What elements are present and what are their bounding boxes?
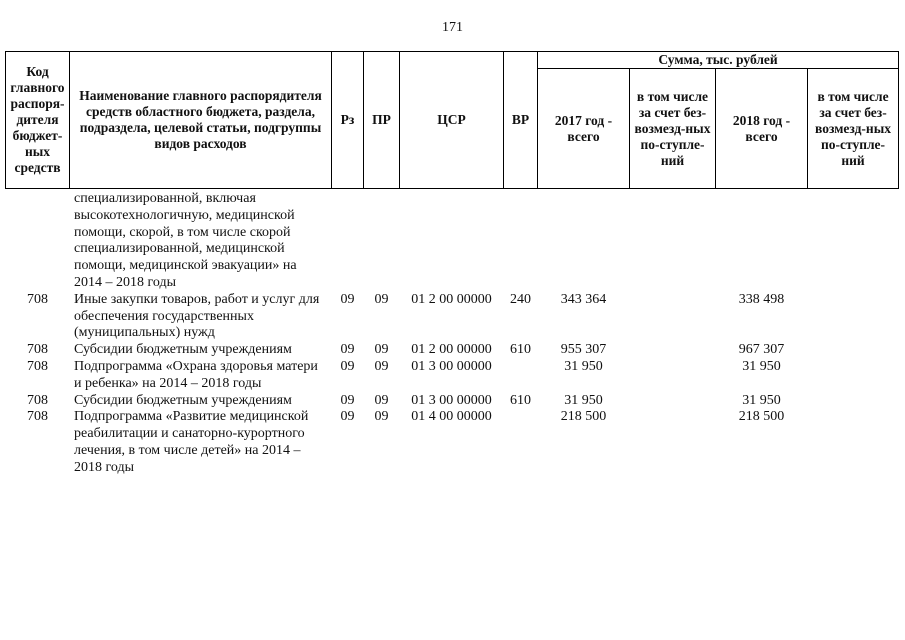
row-2018-free: [808, 342, 899, 359]
row-code: 708: [27, 409, 48, 425]
row-rz: 09: [340, 342, 355, 358]
row-2017-free: [630, 292, 716, 342]
header-csr: ЦСР: [400, 52, 504, 189]
row-2017-total: 955 307: [560, 342, 607, 358]
row-2017-free: [630, 409, 716, 476]
continuation-text: специализированной, включая высокотехнологичную, медицинской помощи, скорой, в том числе скорой специализированной, медицинской помощи, медицинской эвакуации» на 2014 – 2018 годы: [74, 191, 297, 290]
row-pr: 09: [374, 358, 389, 374]
row-2018-total: 218 500: [738, 409, 785, 425]
row-2018-free: [808, 393, 899, 410]
row-2018-total: 338 498: [738, 291, 785, 307]
row-code: 708: [27, 342, 48, 358]
table-row: [6, 359, 899, 393]
row-2018-total: 31 950: [742, 392, 781, 408]
row-2017-total: 218 500: [560, 409, 607, 425]
row-rz: 09: [340, 358, 355, 374]
header-2017-free: в том числе за счет без-возмезд-ных по-ступле-ний: [630, 69, 716, 189]
header-rz: Рз: [332, 52, 364, 189]
header-2018-total: 2018 год - всего: [716, 69, 808, 189]
header-sum-group: Сумма, тыс. рублей: [538, 52, 899, 69]
row-2018-total: 31 950: [742, 358, 781, 374]
row-csr: 01 3 00 00000: [411, 358, 492, 374]
row-code: 708: [27, 392, 48, 408]
table-header: [6, 52, 899, 189]
row-rz: 09: [340, 392, 355, 408]
row-csr: 01 3 00 00000: [411, 392, 492, 408]
row-vr: [504, 359, 538, 393]
page-number: 171: [442, 20, 463, 35]
header-vr: ВР: [504, 52, 538, 189]
row-2017-free: [630, 342, 716, 359]
row-code: 708: [27, 358, 48, 374]
continuation-row: [6, 189, 899, 292]
table-row: [6, 292, 899, 342]
row-pr: 09: [374, 392, 389, 408]
row-name: Субсидии бюджетным учреждениям: [74, 342, 292, 358]
row-vr: 610: [510, 392, 531, 408]
row-rz: 09: [340, 409, 355, 425]
row-name: Иные закупки товаров, работ и услуг для обеспечения государственных (муниципальных) нужд: [74, 291, 320, 341]
row-name: Подпрограмма «Развитие медицинской реабилитации и санаторно-курортного лечения, в том числе детей» на 2014 – 2018 годы: [74, 409, 309, 475]
row-2017-free: [630, 393, 716, 410]
row-pr: 09: [374, 342, 389, 358]
row-csr: 01 4 00 00000: [411, 409, 492, 425]
row-2018-free: [808, 292, 899, 342]
row-name: Субсидии бюджетным учреждениям: [74, 392, 292, 408]
row-2017-total: 31 950: [564, 358, 603, 374]
header-2018-free: в том числе за счет без-возмезд-ных по-ступле-ний: [808, 69, 899, 189]
table-row: [6, 393, 899, 410]
row-vr: 610: [510, 342, 531, 358]
row-2018-free: [808, 409, 899, 476]
row-2018-free: [808, 359, 899, 393]
header-name: Наименование главного распорядителя средств областного бюджета, раздела, подраздела, целевой статьи, подгруппы видов расходов: [70, 52, 332, 189]
row-pr: 09: [374, 409, 389, 425]
row-vr: 240: [510, 291, 531, 307]
row-2018-total: 967 307: [738, 342, 785, 358]
header-code: Код главного распоря-дителя бюджет-ных средств: [6, 52, 70, 189]
row-2017-free: [630, 359, 716, 393]
table-body: [6, 189, 899, 477]
row-code: 708: [27, 291, 48, 307]
header-pr: ПР: [364, 52, 400, 189]
row-rz: 09: [340, 291, 355, 307]
budget-table: [5, 51, 899, 477]
row-pr: 09: [374, 291, 389, 307]
row-vr: [504, 409, 538, 476]
table-row: [6, 409, 899, 476]
row-csr: 01 2 00 00000: [411, 291, 492, 307]
header-2017-total: 2017 год - всего: [538, 69, 630, 189]
row-name: Подпрограмма «Охрана здоровья матери и ребенка» на 2014 – 2018 годы: [74, 358, 318, 391]
row-2017-total: 343 364: [560, 291, 607, 307]
row-csr: 01 2 00 00000: [411, 342, 492, 358]
row-2017-total: 31 950: [564, 392, 603, 408]
table-row: [6, 342, 899, 359]
